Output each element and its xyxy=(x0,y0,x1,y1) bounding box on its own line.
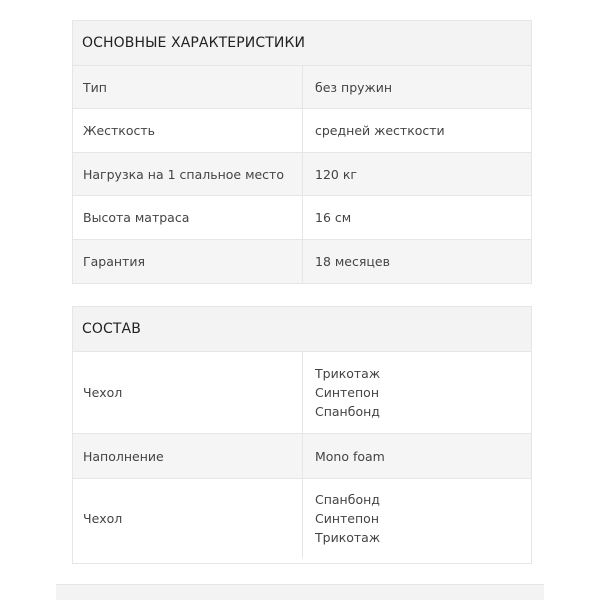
row-value xyxy=(303,479,531,558)
row-label: Тип xyxy=(73,66,303,108)
value-line: без пружин xyxy=(315,79,393,95)
main-specs-table xyxy=(72,20,532,284)
table-row xyxy=(73,109,531,153)
composition-title: СОСТАВ xyxy=(73,307,531,352)
row-value xyxy=(303,109,531,152)
value-line: Спанбонд xyxy=(315,404,380,419)
value-line: 18 месяцев xyxy=(315,254,390,269)
table-row xyxy=(73,196,531,240)
row-label: Гарантия xyxy=(73,240,303,283)
value-line: 120 кг xyxy=(315,166,357,182)
row-label: Чехол xyxy=(73,352,303,433)
row-value xyxy=(303,153,531,195)
value-line: Спанбонд xyxy=(315,492,380,507)
table-row xyxy=(73,153,531,196)
row-value xyxy=(303,196,531,239)
value-line: Трикотаж xyxy=(315,366,381,381)
value-line: 16 см xyxy=(315,210,352,225)
composition-table xyxy=(72,306,532,564)
table-row xyxy=(73,66,531,109)
row-value xyxy=(303,352,531,433)
row-value xyxy=(303,66,531,108)
value-line: Mono foam xyxy=(315,448,385,464)
row-label: Нагрузка на 1 спальное место xyxy=(73,153,303,195)
row-value xyxy=(303,240,531,283)
row-value xyxy=(303,434,531,478)
row-label: Высота матраса xyxy=(73,196,303,239)
row-label: Жесткость xyxy=(73,109,303,152)
table-row xyxy=(73,479,531,558)
table-row xyxy=(73,240,531,283)
value-line: Трикотаж xyxy=(315,530,381,545)
row-label: Наполнение xyxy=(73,434,303,478)
main-specs-title: ОСНОВНЫЕ ХАРАКТЕРИСТИКИ xyxy=(73,21,531,66)
value-line: Синтепон xyxy=(315,385,379,400)
next-section-header xyxy=(56,584,544,600)
row-label: Чехол xyxy=(73,479,303,558)
table-row xyxy=(73,352,531,434)
value-line: средней жесткости xyxy=(315,123,445,138)
table-row xyxy=(73,434,531,479)
value-line: Синтепон xyxy=(315,511,379,526)
